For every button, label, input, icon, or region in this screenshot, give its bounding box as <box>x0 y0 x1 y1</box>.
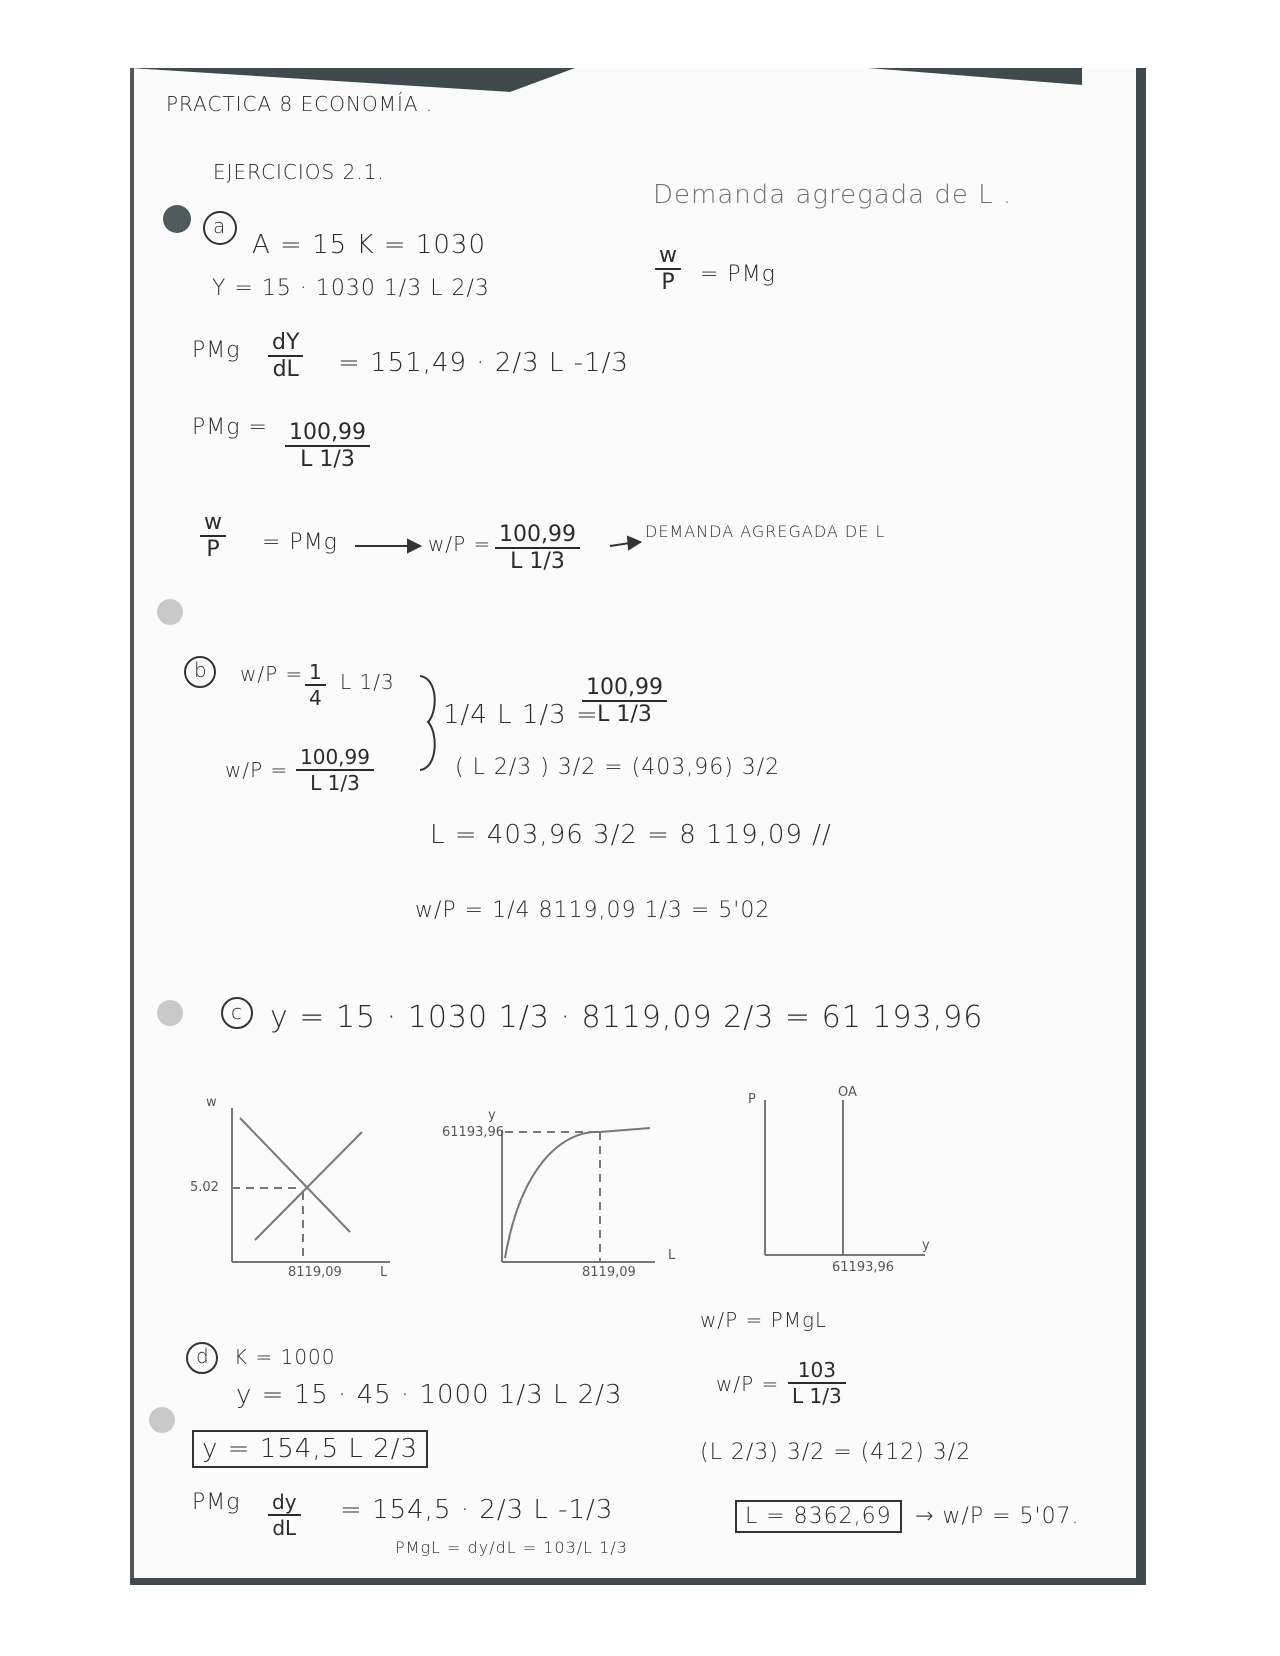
b-step1-lhs: 1/4 L 1/3 = <box>443 700 599 730</box>
a-pmg2-num: 100,99 <box>289 420 366 445</box>
tag-d: d <box>196 1344 210 1368</box>
a-demand-lhs-num: w <box>204 510 222 535</box>
d-r3: (L 2/3) 3/2 = (412) 3/2 <box>700 1440 972 1465</box>
b-eq1-num: 1 <box>309 660 322 684</box>
d-r4-boxed: L = 8362,69 <box>735 1500 902 1533</box>
a-pmg2-label: PMg = <box>192 415 268 440</box>
g2-xtick: 8119,09 <box>582 1265 636 1280</box>
g2-xlabel: L <box>668 1248 676 1263</box>
b-eq2-fraction <box>296 745 374 795</box>
a-demand-lhs <box>200 510 226 562</box>
binder-hole <box>149 1407 175 1433</box>
side-note-den: P <box>655 268 681 295</box>
a-demand-num: 100,99 <box>499 522 576 547</box>
b-eq2-lhs: w/P = <box>225 758 289 782</box>
tag-c: c <box>231 1000 243 1024</box>
g1-xtick: 8119,09 <box>288 1265 342 1280</box>
a-pmg2-den: L 1/3 <box>285 445 370 472</box>
d-pmg-dl: dL <box>268 1514 301 1540</box>
a-demand-label: DEMANDA AGREGADA DE L <box>645 522 886 541</box>
binder-hole <box>157 599 183 625</box>
g1-xlabel: L <box>380 1265 388 1280</box>
b-eq1-rhs: L 1/3 <box>340 670 395 694</box>
d-r2-den: L 1/3 <box>788 1382 846 1408</box>
exercise-heading: EJERCICIOS 2.1. <box>213 160 385 184</box>
page-title: PRACTICA 8 ECONOMÍA . <box>166 92 434 116</box>
side-note-fraction <box>655 243 681 295</box>
a-demand-mid: = PMg <box>262 530 338 555</box>
g3-ylabel: P <box>748 1092 756 1107</box>
d-r1: w/P = PMgL <box>700 1308 828 1332</box>
side-note-heading: Demanda agregada de L . <box>653 180 1013 210</box>
g2-ytick: 61193,96 <box>442 1125 505 1140</box>
a-pmg2-fraction <box>285 420 370 472</box>
b-step1-fraction <box>582 675 667 727</box>
a-production-eq: Y = 15 · 1030 1/3 L 2/3 <box>212 276 490 301</box>
b-step1-num: 100,99 <box>586 675 663 700</box>
a-params: A = 15 K = 1030 <box>252 230 486 260</box>
g2-ylabel: y <box>488 1108 496 1123</box>
a-demand-den: L 1/3 <box>495 547 580 574</box>
g1-ytick: 5.02 <box>190 1180 219 1195</box>
d-pmg-derivative <box>268 1490 301 1540</box>
tag-a: a <box>213 214 227 238</box>
d-production-boxed: y = 154,5 L 2/3 <box>192 1430 428 1468</box>
b-eq1-fraction <box>305 660 326 710</box>
a-pmg-dl: dL <box>268 355 303 382</box>
b-step1-den: L 1/3 <box>582 700 667 727</box>
side-note-num: w <box>659 243 677 268</box>
side-note-rhs: = PMg <box>700 262 776 287</box>
d-r2-fraction <box>788 1358 846 1408</box>
d-k: K = 1000 <box>234 1345 336 1369</box>
a-demand-lhs-den: P <box>200 535 226 562</box>
b-eq1-den: 4 <box>305 684 326 710</box>
g3-xtick: 61193,96 <box>832 1260 895 1275</box>
b-eq2-num: 100,99 <box>300 745 370 769</box>
b-step4: w/P = 1/4 8119,09 1/3 = 5'02 <box>415 898 771 923</box>
d-r2-num: 103 <box>797 1358 836 1382</box>
a-demand-mid-small: w/P = <box>428 532 492 556</box>
binder-hole <box>163 205 191 233</box>
d-pmg-dy: dy <box>272 1490 297 1514</box>
g3-curve-label: OA <box>838 1085 857 1100</box>
d-production-eq: y = 15 · 45 · 1000 1/3 L 2/3 <box>236 1380 623 1410</box>
b-step2: ( L 2/3 ) 3/2 = (403,96) 3/2 <box>455 755 781 780</box>
d-pmg-rhs: = 154,5 · 2/3 L -1/3 <box>340 1495 614 1525</box>
binder-hole <box>157 1000 183 1026</box>
b-eq2-den: L 1/3 <box>296 769 374 795</box>
g3-xlabel: y <box>922 1238 930 1253</box>
g1-ylabel: w <box>206 1095 217 1110</box>
a-pmg-label: PMg <box>192 338 241 363</box>
d-r4-rhs: → w/P = 5'07. <box>915 1504 1080 1529</box>
b-eq1-lhs: w/P = <box>240 662 304 686</box>
a-demand-fraction <box>495 522 580 574</box>
tag-b: b <box>194 658 208 682</box>
d-pmg-small: PMgL = dy/dL = 103/L 1/3 <box>395 1538 628 1557</box>
d-pmg-label: PMg <box>192 1490 241 1515</box>
b-step3: L = 403,96 3/2 = 8 119,09 // <box>430 820 832 850</box>
c-output-eq: y = 15 · 1030 1/3 · 8119,09 2/3 = 61 193,96 <box>270 1000 984 1035</box>
a-pmg-rhs: = 151,49 · 2/3 L -1/3 <box>338 348 629 378</box>
a-pmg-derivative <box>268 330 303 382</box>
a-pmg-dy: dY <box>272 330 300 355</box>
d-r2-lhs: w/P = <box>716 1372 780 1396</box>
